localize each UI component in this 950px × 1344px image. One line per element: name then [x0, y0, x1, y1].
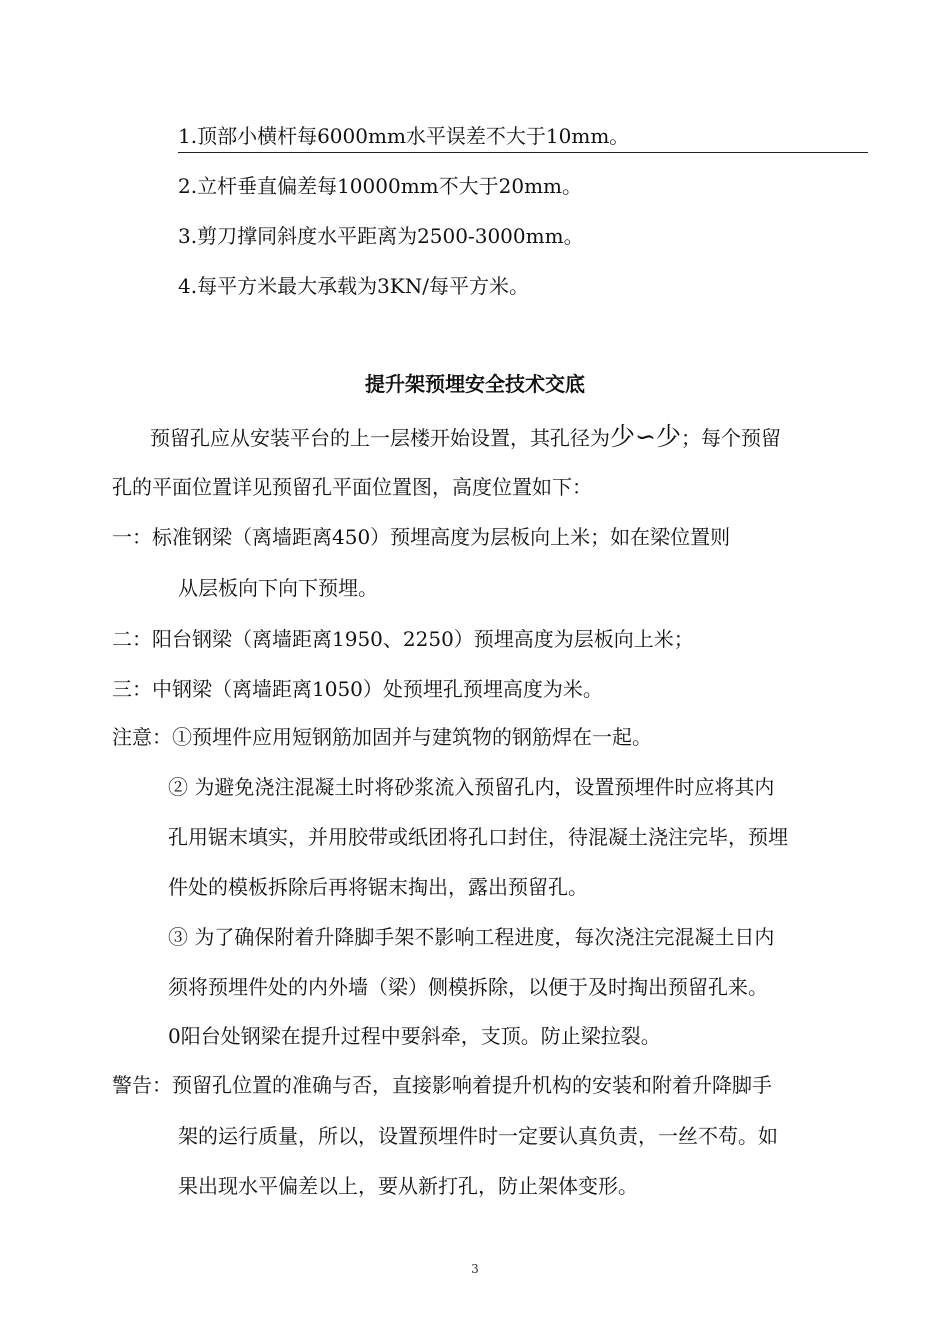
- item-one-line-2: 从层板向下向下预埋。: [178, 576, 378, 600]
- spec-line-3: 3.剪刀撑同斜度水平距离为2500-3000mm。: [178, 224, 584, 248]
- intro-text-a: 预留孔应从安装平台的上一层楼开始设置，其孔径为: [150, 426, 610, 450]
- item-three: 三：中钢梁（离墙距离1050）处预埋孔预埋高度为米。: [112, 677, 603, 701]
- item-two: 二：阳台钢梁（离墙距离1950、2250）预埋高度为层板向上米；: [112, 627, 694, 651]
- intro-line-1: [150, 422, 781, 451]
- intro-line-2: 孔的平面位置详见预留孔平面位置图，高度位置如下：: [112, 475, 592, 499]
- note-3-line-1: ③ 为了确保附着升降脚手架不影响工程进度，每次浇注完混凝土日内: [168, 925, 775, 949]
- warning-line-1: 警告：预留孔位置的准确与否，直接影响着提升机构的安装和附着升降脚手: [112, 1073, 772, 1097]
- section-title: 提升架预埋安全技术交底: [365, 372, 585, 396]
- intro-text-b: ；每个预留: [680, 426, 781, 450]
- intro-diameter: 少∽少: [610, 422, 681, 451]
- page-number: 3: [471, 1262, 479, 1276]
- note-1: 注意：①预埋件应用短钢筋加固并与建筑物的钢筋焊在一起。: [112, 725, 652, 749]
- note-3-line-2: 须将预埋件处的内外墙（梁）侧模拆除，以便于及时掏出预留孔来。: [168, 975, 768, 999]
- warning-line-2: 架的运行质量，所以，设置预埋件时一定要认真负责，一丝不苟。如: [178, 1124, 778, 1148]
- note-2-line-3: 件处的模板拆除后再将锯末掏出，露出预留孔。: [168, 875, 588, 899]
- item-one-line-1: 一：标准钢梁（离墙距离450）预埋高度为层板向上米；如在梁位置则: [112, 525, 731, 549]
- spec-line-1: 1.顶部小横杆每6000mm水平误差不大于10mm。: [178, 124, 630, 148]
- spec-line-4: 4.每平方米最大承载为3KN/每平方米。: [178, 274, 529, 298]
- horizontal-rule: [178, 152, 868, 153]
- note-2-line-2: 孔用锯末填实，并用胶带或纸团将孔口封住，待混凝土浇注完毕，预埋: [168, 825, 788, 849]
- note-4: 0阳台处钢梁在提升过程中要斜牵，支顶。防止梁拉裂。: [168, 1024, 661, 1048]
- note-2-line-1: ② 为避免浇注混凝土时将砂浆流入预留孔内，设置预埋件时应将其内: [168, 775, 775, 799]
- spec-line-2: 2.立杆垂直偏差每10000mm不大于20mm。: [178, 174, 583, 198]
- warning-line-3: 果出现水平偏差以上，要从新打孔，防止架体变形。: [178, 1174, 638, 1198]
